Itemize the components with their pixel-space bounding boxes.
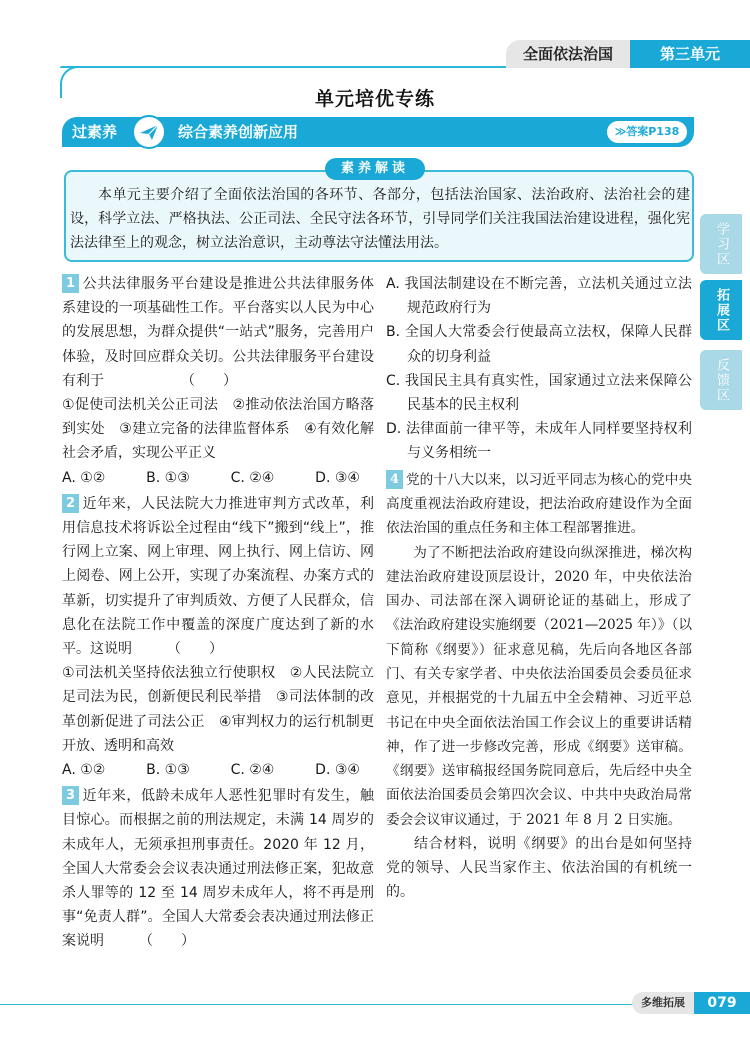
question-items: ①司法机关坚持依法独立行使职权 ②人民法院立足司法为民，创新便民利民举措 ③司法体制的改革创新促进了司法公正 ④审判权力的运行机制更开放、透明和高效	[62, 665, 374, 754]
question-2	[62, 492, 374, 782]
question-3	[62, 784, 374, 953]
option-c[interactable]: C. ②④	[230, 762, 275, 779]
page-number: 079	[694, 992, 750, 1014]
side-tab-extend[interactable]: 拓展区	[700, 280, 742, 340]
option-b[interactable]: B. ①③	[146, 469, 190, 486]
options-row	[62, 466, 374, 490]
option-d[interactable]: D. ③④	[315, 762, 360, 779]
option-a[interactable]: A. ①②	[62, 762, 106, 779]
question-number: 1	[62, 274, 79, 293]
section-bar-label: 过素养	[72, 123, 118, 141]
right-column	[386, 272, 692, 907]
paper-plane-icon	[132, 115, 166, 149]
header-unit: 第三单元	[630, 40, 750, 68]
literacy-tag: 素养解读	[325, 158, 425, 180]
option-a[interactable]: A. ①②	[62, 469, 106, 486]
question-items: ①促使司法机关公正司法 ②推动依法治国方略落到实处 ③建立完备的法律监督体系 ④有效化解社会矛盾，实现公平正义	[62, 397, 374, 462]
side-tab-feedback[interactable]: 反馈区	[700, 350, 742, 410]
question-4	[386, 468, 692, 905]
option-c[interactable]: C. ②④	[230, 469, 275, 486]
side-tab-study[interactable]: 学习区	[700, 214, 742, 274]
question-material: 为了不断把法治政府建设向纵深推进，梯次构建法治政府建设顶层设计，2020 年，中央依法治国办、司法部在深入调研论证的基础上，形成了《法治政府建设实施纲要（2021—2025 年）》（以下简称《纲要》）征求意见稿，先后向各地区各部门、有关专家学者、中央依法治国委员会委员征求意见，并根据党的十九届五中全会精神、习近平总书记在中央全面依法治国工作会议上的重要讲话精神，作了进一步修改完善，形成《纲要》送审稿。《纲要》送审稿报经国务院同意后，先后经中央全面依法治国委员会第四次会议、中共中央政治局常委会会议审议通过，于 2021 年 8 月 2 日实施。	[386, 544, 692, 828]
option-a[interactable]: A. 我国法制建设在不断完善，立法机关通过立法规范政府行为	[386, 276, 692, 317]
question-number: 3	[62, 786, 79, 805]
question-prompt: 结合材料，说明《纲要》的出台是如何坚持党的领导、人民当家作主、依法治国的有机统一的。	[386, 836, 692, 901]
option-d[interactable]: D. ③④	[315, 469, 360, 486]
option-b[interactable]: B. ①③	[146, 762, 190, 779]
question-number: 4	[386, 470, 403, 489]
header-chapter: 全面依法治国	[506, 40, 630, 68]
question-stem: 近年来，人民法院大力推进审判方式改革，利用信息技术将诉讼全过程由“线下”搬到“线上”，推行网上立案、网上审理、网上执行、网上信访、网上阅卷、网上公开，实现了办案流程、办案方式的革新，切实提升了审判质效、方便了人民群众，信息化在法院工作中覆盖的深度广度达到了新的水平。这说明 （ ）	[62, 495, 374, 658]
question-1	[62, 272, 374, 490]
answer-reference[interactable]: ≫答案P138	[607, 121, 687, 143]
question-lead: 党的十八大以来，以习近平同志为核心的党中央高度重视法治政府建设，把法治政府建设作为全面依法治国的重点任务和主体工程部署推进。	[386, 471, 692, 537]
section-bar-subtitle: 综合素养创新应用	[178, 123, 299, 141]
option-b[interactable]: B. 全国人大常委会行使最高立法权，保障人民群众的切身利益	[386, 324, 692, 365]
literacy-text: 本单元主要介绍了全面依法治国的各环节、各部分，包括法治国家、法治政府、法治社会的建设，科学立法、严格执法、公正司法、全民守法各环节，引导同学们关注我国法治建设进程，强化宪法法律至上的观念，树立法治意识，主动尊法守法懂法用法。	[70, 187, 690, 251]
question-stem: 公共法律服务平台建设是推进公共法律服务体系建设的一项基础性工作。平台落实以人民为中心的发展思想，为群众提供“一站式”服务，完善用户体验，及时回应群众关切。公共法律服务平台建设有利于 （ ）	[62, 276, 374, 389]
page-title: 单元培优专练	[314, 88, 435, 110]
footer-label: 多维拓展	[632, 992, 694, 1014]
option-c[interactable]: C. 我国民主具有真实性，国家通过立法来保障公民基本的民主权利	[386, 372, 692, 414]
options-row	[62, 758, 374, 782]
question-number: 2	[62, 494, 79, 513]
question-stem: 近年来，低龄未成年人恶性犯罪时有发生，触目惊心。而根据之前的刑法规定，未满 14 周岁的未成年人，无须承担刑事责任。2020 年 12 月，全国人大常委会会议表决通过刑法修正案，犯故意杀人罪等的 12 至 14 周岁未成年人，将不再是刑事“免责人群”。全国人大常委会表决通过刑法修正案说明 （ ）	[62, 788, 374, 950]
option-d[interactable]: D. 法律面前一律平等，未成年人同样要坚持权利与义务相统一	[386, 421, 692, 462]
left-column	[62, 272, 374, 956]
question-3-options	[386, 272, 692, 466]
